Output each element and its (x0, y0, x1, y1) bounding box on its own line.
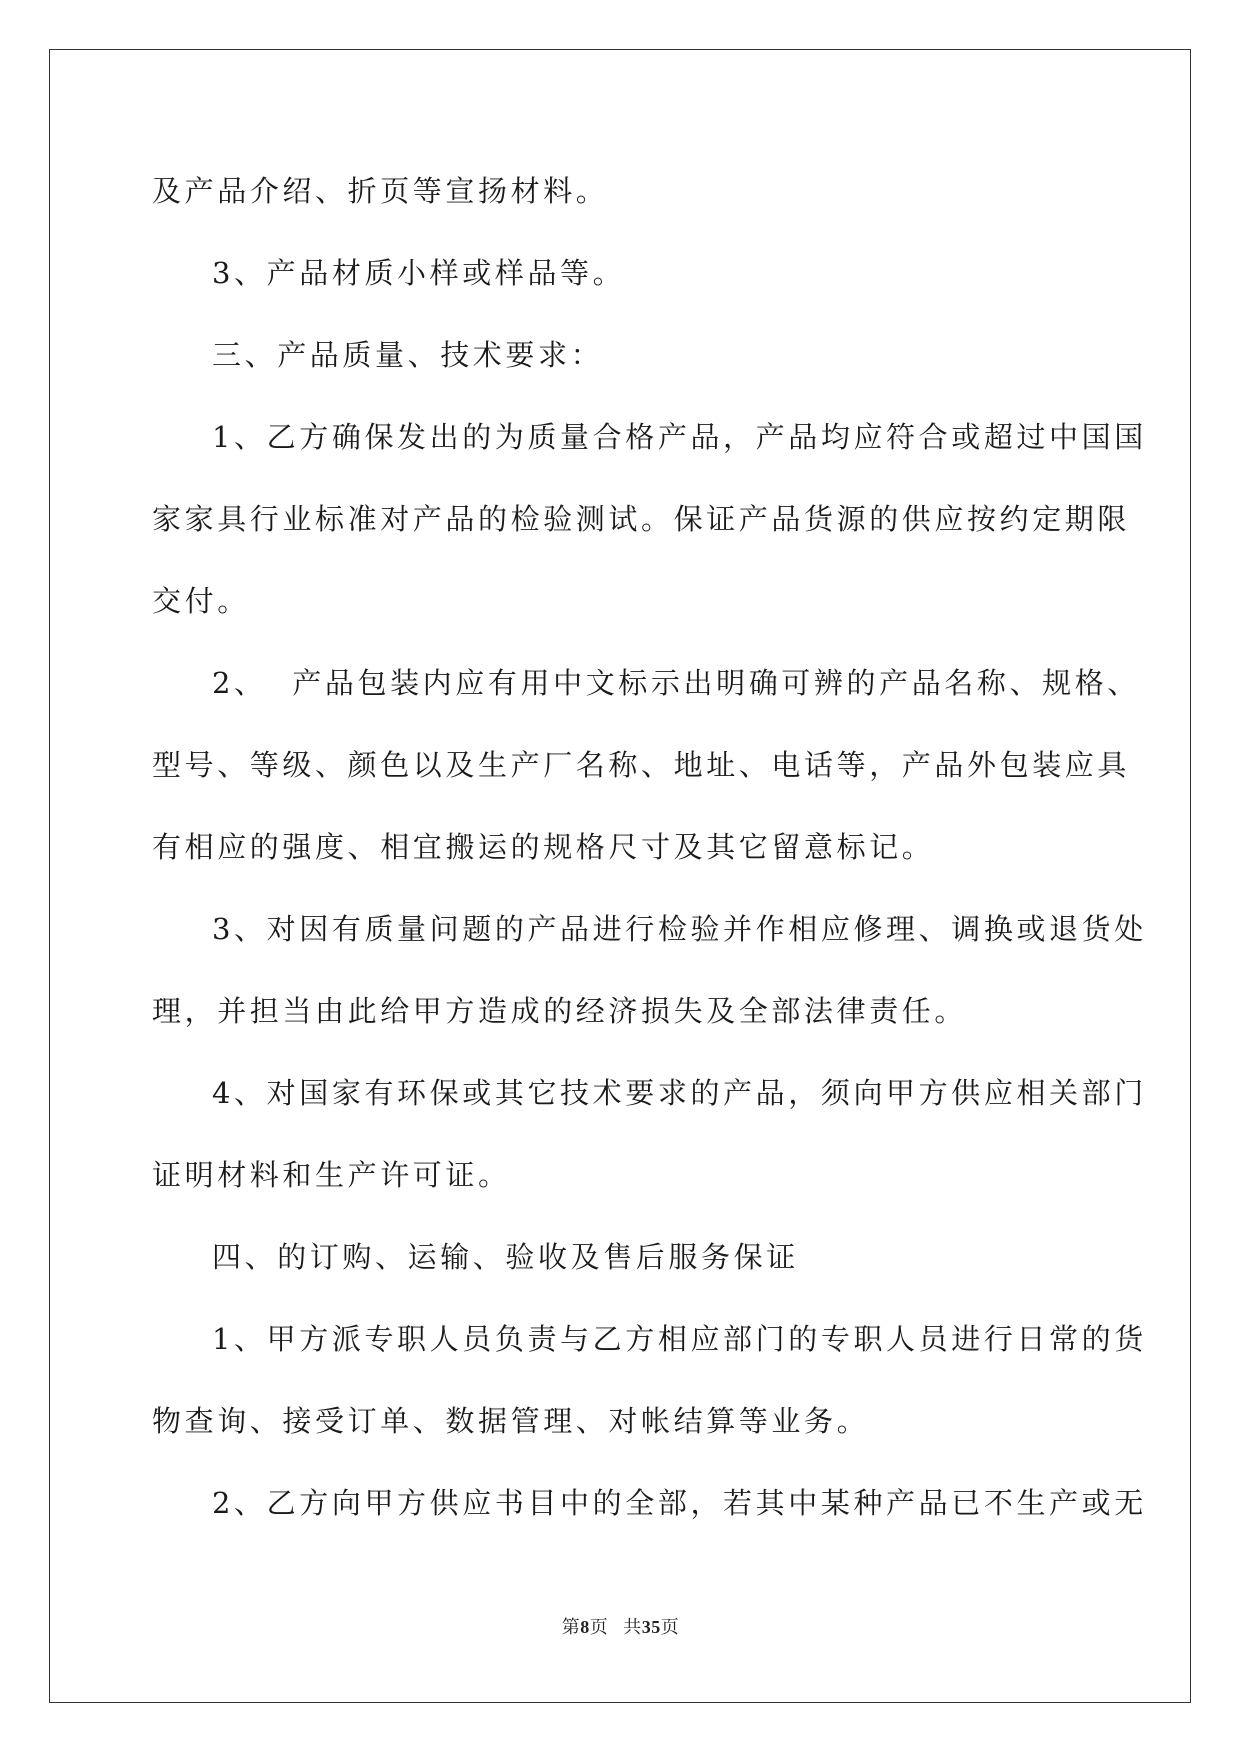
text-line: 3、对因有质量问题的产品进行检验并作相应修理、调换或退货处 (212, 912, 1147, 946)
text-line: 1、甲方派专职人员负责与乙方相应部门的专职人员进行日常的货 (212, 1322, 1147, 1356)
section-heading: 三、产品质量、技术要求： (212, 338, 604, 372)
text-line: 理，并担当由此给甲方造成的经济损失及全部法律责任。 (152, 994, 968, 1028)
total-suffix: 页 (660, 1617, 680, 1637)
section-heading: 四、的订购、运输、验收及售后服务保证 (212, 1240, 799, 1274)
text-line: 及产品介绍、折页等宣扬材料。 (152, 174, 609, 208)
page-border (49, 49, 1191, 1703)
text-line: 2、乙方向甲方供应书目中的全部，若其中某种产品已不生产或无 (212, 1486, 1147, 1520)
text-line: 证明材料和生产许可证。 (152, 1158, 511, 1192)
text-line: 交付。 (152, 584, 250, 618)
text-line: 型号、等级、颜色以及生产厂名称、地址、电话等，产品外包装应具 (152, 748, 1131, 782)
text-line: 有相应的强度、相宜搬运的规格尺寸及其它留意标记。 (152, 830, 935, 864)
page-footer (0, 1613, 1241, 1639)
page-number: 8 (580, 1617, 590, 1637)
total-prefix: 共 (623, 1617, 642, 1637)
page-prefix: 第 (561, 1617, 581, 1637)
text-line: 3、产品材质小样或样品等。 (212, 256, 626, 290)
total-pages: 35 (641, 1617, 661, 1637)
page-suffix: 页 (589, 1617, 609, 1637)
text-line: 家家具行业标准对产品的检验测试。保证产品货源的供应按约定期限 (152, 502, 1131, 536)
text-line: 2、 产品包装内应有用中文标示出明确可辨的产品名称、规格、 (212, 666, 1140, 700)
text-line: 物查询、接受订单、数据管理、对帐结算等业务。 (152, 1404, 870, 1438)
text-line: 1、乙方确保发出的为质量合格产品，产品均应符合或超过中国国 (212, 420, 1147, 454)
text-line: 4、对国家有环保或其它技术要求的产品，须向甲方供应相关部门 (212, 1076, 1147, 1110)
